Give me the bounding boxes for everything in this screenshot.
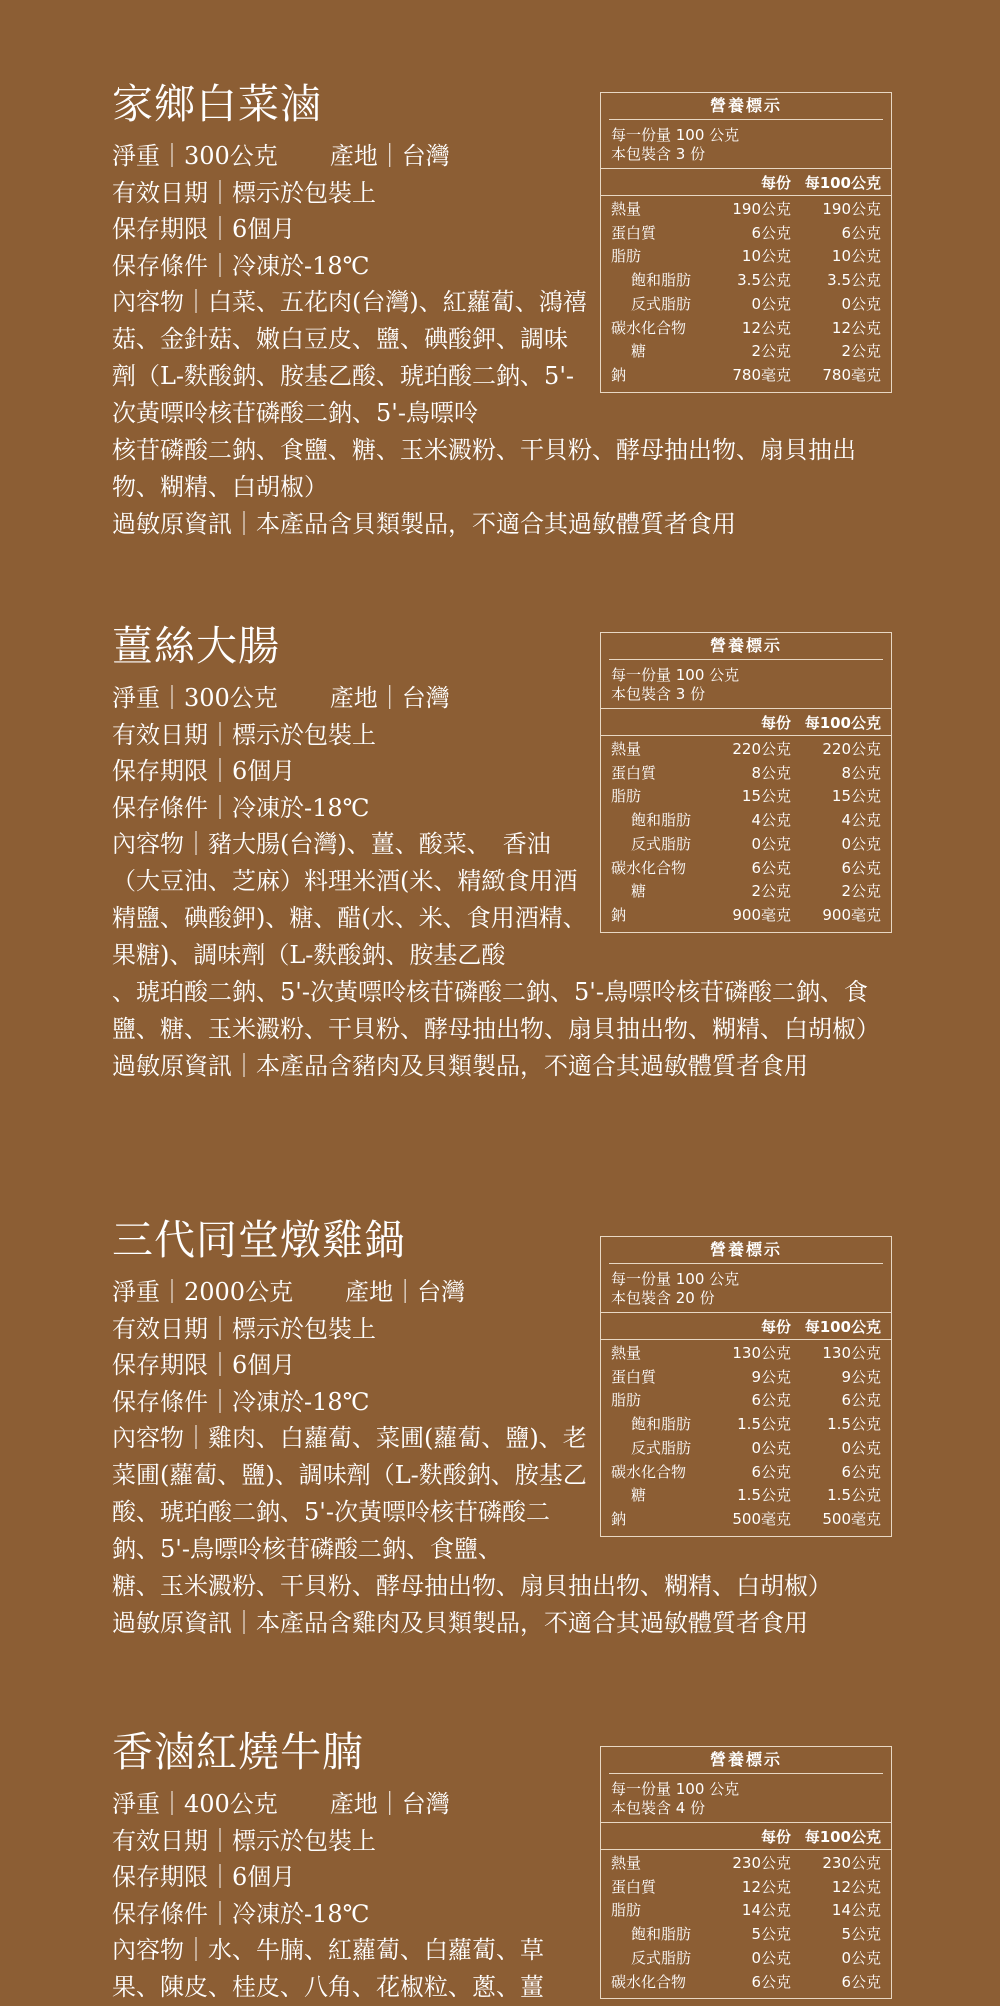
product-title: 薑絲大腸 bbox=[112, 622, 280, 670]
serving-size: 每一份量 100 公克 bbox=[611, 1270, 740, 1288]
shelf-life: 保存期限｜6個月 bbox=[112, 1863, 296, 1891]
col-per-100g: 每100公克 bbox=[804, 174, 881, 192]
nutrition-header: 營養標示 bbox=[709, 1750, 782, 1769]
nutrient-row: 熱量 230公克 230公克 bbox=[611, 1854, 881, 1872]
storage-condition: 保存條件｜冷凍於-18℃ bbox=[112, 793, 370, 822]
col-per-serving: 每份 bbox=[760, 174, 791, 192]
col-per-serving: 每份 bbox=[760, 714, 791, 732]
nutrition-table bbox=[600, 632, 892, 933]
nutrient-row: 糖 2公克 2公克 bbox=[631, 882, 881, 901]
nutrient-row: 脂肪 6公克 6公克 bbox=[611, 1391, 881, 1410]
shelf-life: 保存期限｜6個月 bbox=[112, 215, 296, 243]
nutrient-row: 碳水化合物 6公克 6公克 bbox=[611, 1462, 881, 1481]
net-weight: 淨重｜400公克 bbox=[112, 1790, 278, 1818]
nutrient-row: 反式脂肪 0公克 0公克 bbox=[631, 294, 881, 313]
ingredients: 內容物｜雞肉、白蘿蔔、菜圃(蘿蔔、鹽)、老菜圃(蘿蔔、鹽)、調味劑（L-麩酸鈉、胺基乙酸、琥珀酸二鈉、5'-次黃嘌呤核苷磷酸二鈉、5'-鳥嘌呤核苷磷酸二鈉、食鹽、 bbox=[112, 1424, 587, 1563]
product-section bbox=[112, 78, 892, 543]
ingredients-continued: 、琥珀酸二鈉、5'-次黃嘌呤核苷磷酸二鈉、5'-鳥嘌呤核苷磷酸二鈉、食鹽、糖、玉米澱粉、干貝粉、酵母抽出物、扇貝抽出物、糊精、白胡椒） bbox=[112, 978, 880, 1043]
serving-size: 每一份量 100 公克 bbox=[611, 1780, 740, 1798]
nutrient-row: 熱量 220公克 220公克 bbox=[611, 740, 881, 758]
storage-condition: 保存條件｜冷凍於-18℃ bbox=[112, 1899, 370, 1928]
nutrient-row: 飽和脂肪 5公克 5公克 bbox=[631, 1925, 881, 1944]
product-section bbox=[112, 620, 892, 1085]
origin: 產地｜台灣 bbox=[329, 684, 450, 712]
nutrient-row: 熱量 130公克 130公克 bbox=[611, 1344, 881, 1362]
col-per-100g: 每100公克 bbox=[804, 1828, 881, 1846]
origin: 產地｜台灣 bbox=[329, 1790, 450, 1818]
product-title: 三代同堂燉雞鍋 bbox=[112, 1216, 406, 1264]
col-per-serving: 每份 bbox=[760, 1318, 791, 1336]
col-per-100g: 每100公克 bbox=[804, 1318, 881, 1336]
nutrient-row: 碳水化合物 6公克 6公克 bbox=[611, 858, 881, 877]
ingredients-continued: 糖、玉米澱粉、干貝粉、酵母抽出物、扇貝抽出物、糊精、白胡椒） bbox=[112, 1572, 832, 1600]
shelf-life: 保存期限｜6個月 bbox=[112, 1351, 296, 1379]
servings-per-pack: 本包裝含 20 份 bbox=[611, 1289, 715, 1307]
nutrition-header: 營養標示 bbox=[709, 96, 782, 115]
net-weight: 淨重｜300公克 bbox=[112, 142, 278, 170]
product-section bbox=[112, 1214, 892, 1642]
nutrient-row: 反式脂肪 0公克 0公克 bbox=[631, 834, 881, 853]
nutrition-table bbox=[600, 1236, 892, 1537]
product-section bbox=[112, 1726, 892, 2006]
nutrient-row: 糖 1.5公克 1.5公克 bbox=[631, 1486, 881, 1505]
nutrition-table bbox=[600, 92, 892, 393]
nutrient-row: 飽和脂肪 4公克 4公克 bbox=[631, 811, 881, 830]
expiry-date: 有效日期｜標示於包裝上 bbox=[112, 1314, 376, 1343]
nutrition-header: 營養標示 bbox=[709, 636, 782, 655]
shelf-life: 保存期限｜6個月 bbox=[112, 757, 296, 785]
nutrient-row: 蛋白質 6公克 6公克 bbox=[611, 223, 881, 242]
nutrient-row: 脂肪 14公克 14公克 bbox=[611, 1901, 881, 1920]
nutrient-row: 熱量 190公克 190公克 bbox=[611, 200, 881, 218]
ingredients: 內容物｜水、牛腩、紅蘿蔔、白蘿蔔、草果、陳皮、桂皮、八角、花椒粒、蔥、薑 bbox=[112, 1936, 544, 2001]
nutrient-row: 碳水化合物 6公克 6公克 bbox=[611, 1972, 881, 1991]
nutrient-row: 脂肪 15公克 15公克 bbox=[611, 787, 881, 806]
nutrient-row: 飽和脂肪 3.5公克 3.5公克 bbox=[631, 271, 881, 290]
nutrient-row: 蛋白質 9公克 9公克 bbox=[611, 1367, 881, 1386]
product-title: 家鄉白菜滷 bbox=[112, 80, 322, 128]
allergen-info: 過敏原資訊｜本產品含豬肉及貝類製品，不適合其過敏體質者食用 bbox=[112, 1052, 808, 1080]
storage-condition: 保存條件｜冷凍於-18℃ bbox=[112, 1387, 370, 1416]
origin: 產地｜台灣 bbox=[329, 142, 450, 170]
nutrient-row: 蛋白質 8公克 8公克 bbox=[611, 763, 881, 782]
nutrient-row: 鈉 900毫克 900毫克 bbox=[611, 905, 881, 924]
expiry-date: 有效日期｜標示於包裝上 bbox=[112, 178, 376, 207]
storage-condition: 保存條件｜冷凍於-18℃ bbox=[112, 251, 370, 280]
col-per-100g: 每100公克 bbox=[804, 714, 881, 732]
nutrient-row: 反式脂肪 0公克 0公克 bbox=[631, 1948, 881, 1967]
nutrient-row: 糖 2公克 2公克 bbox=[631, 342, 881, 361]
nutrient-row: 碳水化合物 12公克 12公克 bbox=[611, 318, 881, 337]
nutrition-header: 營養標示 bbox=[709, 1240, 782, 1259]
allergen-info: 過敏原資訊｜本產品含雞肉及貝類製品，不適合其過敏體質者食用 bbox=[112, 1609, 808, 1637]
serving-size: 每一份量 100 公克 bbox=[611, 126, 740, 144]
allergen-info: 過敏原資訊｜本產品含貝類製品，不適合其過敏體質者食用 bbox=[112, 510, 736, 538]
nutrient-row: 鈉 500毫克 500毫克 bbox=[611, 1509, 881, 1528]
nutrient-row: 鈉 780毫克 780毫克 bbox=[611, 365, 881, 384]
net-weight: 淨重｜300公克 bbox=[112, 684, 278, 712]
col-per-serving: 每份 bbox=[760, 1828, 791, 1846]
ingredients: 內容物｜豬大腸(台灣)、薑、酸菜、 香油（大豆油、芝麻）料理米酒(米、精緻食用酒精鹽、碘酸鉀)、糖、醋(水、米、食用酒精、果糖)、調味劑（L-麩酸鈉、胺基乙酸 bbox=[112, 830, 587, 969]
nutrient-row: 飽和脂肪 1.5公克 1.5公克 bbox=[631, 1415, 881, 1434]
nutrient-row: 脂肪 10公克 10公克 bbox=[611, 247, 881, 266]
product-title: 香滷紅燒牛腩 bbox=[112, 1728, 364, 1776]
expiry-date: 有效日期｜標示於包裝上 bbox=[112, 720, 376, 749]
net-weight: 淨重｜2000公克 bbox=[112, 1278, 294, 1306]
nutrition-table bbox=[600, 1746, 892, 1999]
serving-size: 每一份量 100 公克 bbox=[611, 666, 740, 684]
origin: 產地｜台灣 bbox=[345, 1278, 466, 1306]
expiry-date: 有效日期｜標示於包裝上 bbox=[112, 1826, 376, 1855]
servings-per-pack: 本包裝含 4 份 bbox=[611, 1799, 706, 1817]
nutrient-row: 蛋白質 12公克 12公克 bbox=[611, 1877, 881, 1896]
servings-per-pack: 本包裝含 3 份 bbox=[611, 685, 706, 703]
ingredients-continued: 核苷磷酸二鈉、食鹽、糖、玉米澱粉、干貝粉、酵母抽出物、扇貝抽出物、糊精、白胡椒） bbox=[112, 436, 856, 501]
servings-per-pack: 本包裝含 3 份 bbox=[611, 145, 706, 163]
nutrient-row: 反式脂肪 0公克 0公克 bbox=[631, 1438, 881, 1457]
ingredients: 內容物｜白菜、五花肉(台灣)、紅蘿蔔、鴻禧菇、金針菇、嫩白豆皮、鹽、碘酸鉀、調味劑（L-麩酸鈉、胺基乙酸、琥珀酸二鈉、5'-次黃嘌呤核苷磷酸二鈉、5'-鳥嘌呤 bbox=[112, 288, 587, 427]
